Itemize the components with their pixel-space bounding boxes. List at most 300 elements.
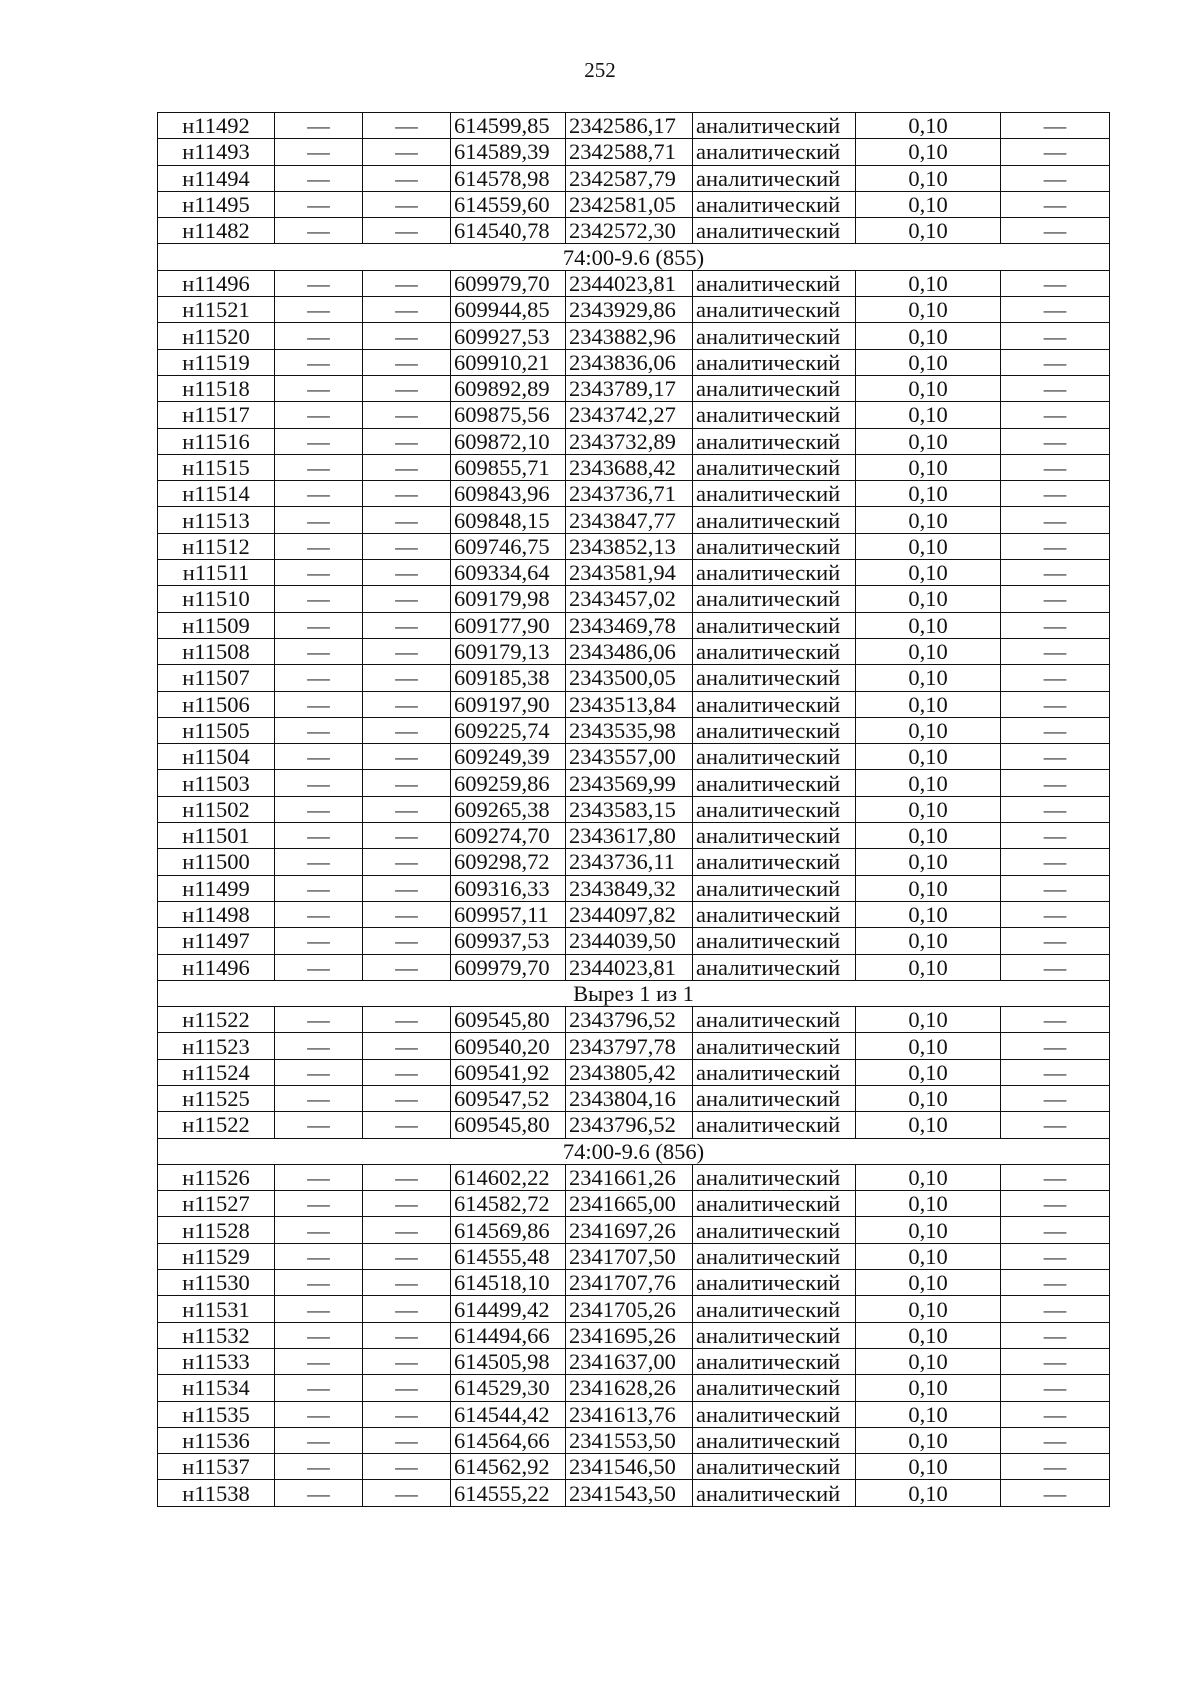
y-coordinate-cell: 2343736,71: [566, 481, 693, 507]
empty-dash-cell: —: [275, 638, 363, 664]
empty-dash-cell: —: [275, 270, 363, 296]
empty-dash-cell: —: [275, 744, 363, 770]
empty-dash-cell: —: [275, 428, 363, 454]
point-name-cell: н11495: [158, 191, 275, 217]
x-coordinate-cell: 609265,38: [451, 796, 566, 822]
table-row: [158, 1296, 1110, 1322]
table-row: [158, 1375, 1110, 1401]
method-cell: аналитический: [693, 744, 856, 770]
empty-dash-cell: —: [363, 901, 451, 927]
table-row: [158, 954, 1110, 980]
table-row: [158, 744, 1110, 770]
empty-dash-cell: —: [1001, 612, 1110, 638]
method-cell: аналитический: [693, 1112, 856, 1138]
accuracy-cell: 0,10: [856, 139, 1001, 165]
empty-dash-cell: —: [363, 375, 451, 401]
accuracy-cell: 0,10: [856, 1296, 1001, 1322]
accuracy-cell: 0,10: [856, 770, 1001, 796]
x-coordinate-cell: 609249,39: [451, 744, 566, 770]
empty-dash-cell: —: [363, 875, 451, 901]
table-row: [158, 901, 1110, 927]
point-name-cell: н11526: [158, 1164, 275, 1190]
method-cell: аналитический: [693, 901, 856, 927]
table-row: [158, 1322, 1110, 1348]
accuracy-cell: 0,10: [856, 665, 1001, 691]
accuracy-cell: 0,10: [856, 849, 1001, 875]
x-coordinate-cell: 614540,78: [451, 218, 566, 244]
x-coordinate-cell: 614564,66: [451, 1427, 566, 1453]
point-name-cell: н11496: [158, 954, 275, 980]
point-name-cell: н11482: [158, 218, 275, 244]
x-coordinate-cell: 609746,75: [451, 533, 566, 559]
x-coordinate-cell: 609892,89: [451, 375, 566, 401]
y-coordinate-cell: 2343789,17: [566, 375, 693, 401]
table-row: [158, 691, 1110, 717]
accuracy-cell: 0,10: [856, 191, 1001, 217]
empty-dash-cell: —: [1001, 901, 1110, 927]
empty-dash-cell: —: [1001, 691, 1110, 717]
point-name-cell: н11525: [158, 1085, 275, 1111]
x-coordinate-cell: 614529,30: [451, 1375, 566, 1401]
empty-dash-cell: —: [1001, 1480, 1110, 1506]
table-row: [158, 1033, 1110, 1059]
empty-dash-cell: —: [363, 1243, 451, 1269]
accuracy-cell: 0,10: [856, 507, 1001, 533]
empty-dash-cell: —: [1001, 1033, 1110, 1059]
method-cell: аналитический: [693, 507, 856, 533]
x-coordinate-cell: 614544,42: [451, 1401, 566, 1427]
table-row: [158, 297, 1110, 323]
empty-dash-cell: —: [275, 928, 363, 954]
y-coordinate-cell: 2343852,13: [566, 533, 693, 559]
method-cell: аналитический: [693, 717, 856, 743]
accuracy-cell: 0,10: [856, 586, 1001, 612]
empty-dash-cell: —: [363, 1401, 451, 1427]
point-name-cell: н11511: [158, 560, 275, 586]
empty-dash-cell: —: [1001, 533, 1110, 559]
accuracy-cell: 0,10: [856, 349, 1001, 375]
table-row: [158, 323, 1110, 349]
accuracy-cell: 0,10: [856, 691, 1001, 717]
method-cell: аналитический: [693, 1401, 856, 1427]
y-coordinate-cell: 2341546,50: [566, 1454, 693, 1480]
empty-dash-cell: —: [275, 612, 363, 638]
method-cell: аналитический: [693, 454, 856, 480]
y-coordinate-cell: 2341613,76: [566, 1401, 693, 1427]
table-row: [158, 139, 1110, 165]
empty-dash-cell: —: [363, 1112, 451, 1138]
empty-dash-cell: —: [363, 849, 451, 875]
empty-dash-cell: —: [1001, 1217, 1110, 1243]
empty-dash-cell: —: [1001, 1375, 1110, 1401]
empty-dash-cell: —: [363, 1217, 451, 1243]
method-cell: аналитический: [693, 1085, 856, 1111]
empty-dash-cell: —: [275, 1112, 363, 1138]
empty-dash-cell: —: [1001, 1085, 1110, 1111]
table-row: [158, 270, 1110, 296]
point-name-cell: н11498: [158, 901, 275, 927]
accuracy-cell: 0,10: [856, 375, 1001, 401]
y-coordinate-cell: 2341661,26: [566, 1164, 693, 1190]
section-title: 74:00-9.6 (856): [158, 1138, 1110, 1164]
empty-dash-cell: —: [275, 1270, 363, 1296]
y-coordinate-cell: 2343469,78: [566, 612, 693, 638]
empty-dash-cell: —: [363, 349, 451, 375]
method-cell: аналитический: [693, 1007, 856, 1033]
empty-dash-cell: —: [363, 323, 451, 349]
table-row: [158, 428, 1110, 454]
accuracy-cell: 0,10: [856, 796, 1001, 822]
coordinates-table: [157, 112, 1110, 1507]
accuracy-cell: 0,10: [856, 717, 1001, 743]
table-row: [158, 612, 1110, 638]
table-row: [158, 1007, 1110, 1033]
method-cell: аналитический: [693, 612, 856, 638]
empty-dash-cell: —: [363, 402, 451, 428]
table-row: [158, 586, 1110, 612]
point-name-cell: н11499: [158, 875, 275, 901]
accuracy-cell: 0,10: [856, 481, 1001, 507]
table-row: [158, 191, 1110, 217]
method-cell: аналитический: [693, 586, 856, 612]
empty-dash-cell: —: [363, 428, 451, 454]
point-name-cell: н11536: [158, 1427, 275, 1453]
empty-dash-cell: —: [363, 481, 451, 507]
empty-dash-cell: —: [275, 796, 363, 822]
table-row: [158, 928, 1110, 954]
accuracy-cell: 0,10: [856, 1427, 1001, 1453]
table-row: [158, 1112, 1110, 1138]
empty-dash-cell: —: [1001, 297, 1110, 323]
x-coordinate-cell: 614518,10: [451, 1270, 566, 1296]
method-cell: аналитический: [693, 1033, 856, 1059]
x-coordinate-cell: 614569,86: [451, 1217, 566, 1243]
empty-dash-cell: —: [363, 796, 451, 822]
table-row: [158, 638, 1110, 664]
x-coordinate-cell: 614599,85: [451, 113, 566, 139]
empty-dash-cell: —: [1001, 165, 1110, 191]
y-coordinate-cell: 2341628,26: [566, 1375, 693, 1401]
point-name-cell: н11507: [158, 665, 275, 691]
table-row: [158, 560, 1110, 586]
point-name-cell: н11537: [158, 1454, 275, 1480]
method-cell: аналитический: [693, 1427, 856, 1453]
point-name-cell: н11531: [158, 1296, 275, 1322]
section-header-row: [158, 980, 1110, 1006]
y-coordinate-cell: 2343688,42: [566, 454, 693, 480]
accuracy-cell: 0,10: [856, 218, 1001, 244]
accuracy-cell: 0,10: [856, 744, 1001, 770]
y-coordinate-cell: 2343732,89: [566, 428, 693, 454]
empty-dash-cell: —: [1001, 1348, 1110, 1374]
method-cell: аналитический: [693, 875, 856, 901]
empty-dash-cell: —: [363, 586, 451, 612]
x-coordinate-cell: 614582,72: [451, 1191, 566, 1217]
x-coordinate-cell: 609179,98: [451, 586, 566, 612]
point-name-cell: н11506: [158, 691, 275, 717]
x-coordinate-cell: 609177,90: [451, 612, 566, 638]
table-row: [158, 875, 1110, 901]
empty-dash-cell: —: [1001, 1454, 1110, 1480]
point-name-cell: н11504: [158, 744, 275, 770]
empty-dash-cell: —: [1001, 796, 1110, 822]
point-name-cell: н11523: [158, 1033, 275, 1059]
method-cell: аналитический: [693, 954, 856, 980]
point-name-cell: н11529: [158, 1243, 275, 1269]
y-coordinate-cell: 2342572,30: [566, 218, 693, 244]
x-coordinate-cell: 614555,48: [451, 1243, 566, 1269]
method-cell: аналитический: [693, 1217, 856, 1243]
empty-dash-cell: —: [363, 612, 451, 638]
point-name-cell: н11503: [158, 770, 275, 796]
empty-dash-cell: —: [1001, 823, 1110, 849]
empty-dash-cell: —: [1001, 218, 1110, 244]
point-name-cell: н11513: [158, 507, 275, 533]
x-coordinate-cell: 609316,33: [451, 875, 566, 901]
empty-dash-cell: —: [275, 507, 363, 533]
empty-dash-cell: —: [363, 665, 451, 691]
empty-dash-cell: —: [275, 402, 363, 428]
table-row: [158, 507, 1110, 533]
empty-dash-cell: —: [275, 875, 363, 901]
accuracy-cell: 0,10: [856, 823, 1001, 849]
empty-dash-cell: —: [363, 1322, 451, 1348]
accuracy-cell: 0,10: [856, 1348, 1001, 1374]
empty-dash-cell: —: [1001, 849, 1110, 875]
empty-dash-cell: —: [1001, 1007, 1110, 1033]
point-name-cell: н11516: [158, 428, 275, 454]
method-cell: аналитический: [693, 796, 856, 822]
empty-dash-cell: —: [363, 1033, 451, 1059]
y-coordinate-cell: 2343486,06: [566, 638, 693, 664]
accuracy-cell: 0,10: [856, 1059, 1001, 1085]
y-coordinate-cell: 2341697,26: [566, 1217, 693, 1243]
method-cell: аналитический: [693, 428, 856, 454]
accuracy-cell: 0,10: [856, 165, 1001, 191]
x-coordinate-cell: 609545,80: [451, 1007, 566, 1033]
empty-dash-cell: —: [275, 665, 363, 691]
empty-dash-cell: —: [275, 823, 363, 849]
y-coordinate-cell: 2344039,50: [566, 928, 693, 954]
empty-dash-cell: —: [275, 901, 363, 927]
y-coordinate-cell: 2343847,77: [566, 507, 693, 533]
x-coordinate-cell: 609910,21: [451, 349, 566, 375]
empty-dash-cell: —: [275, 375, 363, 401]
x-coordinate-cell: 609547,52: [451, 1085, 566, 1111]
point-name-cell: н11522: [158, 1007, 275, 1033]
section-title: 74:00-9.6 (855): [158, 244, 1110, 270]
x-coordinate-cell: 609872,10: [451, 428, 566, 454]
accuracy-cell: 0,10: [856, 875, 1001, 901]
y-coordinate-cell: 2343535,98: [566, 717, 693, 743]
y-coordinate-cell: 2343849,32: [566, 875, 693, 901]
x-coordinate-cell: 609545,80: [451, 1112, 566, 1138]
point-name-cell: н11517: [158, 402, 275, 428]
empty-dash-cell: —: [275, 113, 363, 139]
accuracy-cell: 0,10: [856, 1270, 1001, 1296]
empty-dash-cell: —: [1001, 1164, 1110, 1190]
point-name-cell: н11533: [158, 1348, 275, 1374]
point-name-cell: н11522: [158, 1112, 275, 1138]
x-coordinate-cell: 609875,56: [451, 402, 566, 428]
empty-dash-cell: —: [363, 770, 451, 796]
empty-dash-cell: —: [1001, 113, 1110, 139]
point-name-cell: н11524: [158, 1059, 275, 1085]
method-cell: аналитический: [693, 1270, 856, 1296]
point-name-cell: н11538: [158, 1480, 275, 1506]
empty-dash-cell: —: [1001, 638, 1110, 664]
point-name-cell: н11510: [158, 586, 275, 612]
accuracy-cell: 0,10: [856, 1322, 1001, 1348]
point-name-cell: н11493: [158, 139, 275, 165]
empty-dash-cell: —: [275, 191, 363, 217]
x-coordinate-cell: 609334,64: [451, 560, 566, 586]
table-row: [158, 849, 1110, 875]
empty-dash-cell: —: [1001, 375, 1110, 401]
empty-dash-cell: —: [275, 1085, 363, 1111]
empty-dash-cell: —: [1001, 270, 1110, 296]
table-row: [158, 1348, 1110, 1374]
table-row: [158, 665, 1110, 691]
accuracy-cell: 0,10: [856, 454, 1001, 480]
empty-dash-cell: —: [363, 823, 451, 849]
y-coordinate-cell: 2341695,26: [566, 1322, 693, 1348]
empty-dash-cell: —: [275, 139, 363, 165]
accuracy-cell: 0,10: [856, 428, 1001, 454]
method-cell: аналитический: [693, 1059, 856, 1085]
x-coordinate-cell: 609298,72: [451, 849, 566, 875]
empty-dash-cell: —: [275, 297, 363, 323]
x-coordinate-cell: 609843,96: [451, 481, 566, 507]
method-cell: аналитический: [693, 1191, 856, 1217]
y-coordinate-cell: 2341665,00: [566, 1191, 693, 1217]
y-coordinate-cell: 2342581,05: [566, 191, 693, 217]
method-cell: аналитический: [693, 1296, 856, 1322]
method-cell: аналитический: [693, 1454, 856, 1480]
table-row: [158, 1085, 1110, 1111]
x-coordinate-cell: 614578,98: [451, 165, 566, 191]
point-name-cell: н11519: [158, 349, 275, 375]
accuracy-cell: 0,10: [856, 1480, 1001, 1506]
empty-dash-cell: —: [275, 1243, 363, 1269]
method-cell: аналитический: [693, 139, 856, 165]
accuracy-cell: 0,10: [856, 1191, 1001, 1217]
empty-dash-cell: —: [275, 323, 363, 349]
empty-dash-cell: —: [275, 1007, 363, 1033]
y-coordinate-cell: 2343736,11: [566, 849, 693, 875]
accuracy-cell: 0,10: [856, 901, 1001, 927]
point-name-cell: н11530: [158, 1270, 275, 1296]
x-coordinate-cell: 609541,92: [451, 1059, 566, 1085]
empty-dash-cell: —: [275, 481, 363, 507]
method-cell: аналитический: [693, 560, 856, 586]
empty-dash-cell: —: [275, 533, 363, 559]
x-coordinate-cell: 609540,20: [451, 1033, 566, 1059]
method-cell: аналитический: [693, 402, 856, 428]
empty-dash-cell: —: [275, 1348, 363, 1374]
method-cell: аналитический: [693, 349, 856, 375]
empty-dash-cell: —: [1001, 507, 1110, 533]
accuracy-cell: 0,10: [856, 638, 1001, 664]
accuracy-cell: 0,10: [856, 270, 1001, 296]
method-cell: аналитический: [693, 1375, 856, 1401]
empty-dash-cell: —: [363, 139, 451, 165]
empty-dash-cell: —: [275, 1322, 363, 1348]
table-row: [158, 796, 1110, 822]
y-coordinate-cell: 2341553,50: [566, 1427, 693, 1453]
empty-dash-cell: —: [275, 954, 363, 980]
empty-dash-cell: —: [1001, 1270, 1110, 1296]
method-cell: аналитический: [693, 770, 856, 796]
accuracy-cell: 0,10: [856, 1401, 1001, 1427]
y-coordinate-cell: 2343617,80: [566, 823, 693, 849]
method-cell: аналитический: [693, 638, 856, 664]
empty-dash-cell: —: [1001, 428, 1110, 454]
table-row: [158, 402, 1110, 428]
point-name-cell: н11505: [158, 717, 275, 743]
table-row: [158, 717, 1110, 743]
empty-dash-cell: —: [275, 218, 363, 244]
accuracy-cell: 0,10: [856, 533, 1001, 559]
table-row: [158, 218, 1110, 244]
section-header-row: [158, 244, 1110, 270]
x-coordinate-cell: 609979,70: [451, 270, 566, 296]
empty-dash-cell: —: [363, 928, 451, 954]
table-row: [158, 481, 1110, 507]
x-coordinate-cell: 614499,42: [451, 1296, 566, 1322]
accuracy-cell: 0,10: [856, 113, 1001, 139]
x-coordinate-cell: 614602,22: [451, 1164, 566, 1190]
method-cell: аналитический: [693, 1164, 856, 1190]
empty-dash-cell: —: [275, 1401, 363, 1427]
empty-dash-cell: —: [1001, 770, 1110, 796]
empty-dash-cell: —: [275, 454, 363, 480]
empty-dash-cell: —: [363, 1191, 451, 1217]
y-coordinate-cell: 2344023,81: [566, 954, 693, 980]
method-cell: аналитический: [693, 1348, 856, 1374]
y-coordinate-cell: 2344023,81: [566, 270, 693, 296]
y-coordinate-cell: 2343557,00: [566, 744, 693, 770]
y-coordinate-cell: 2343797,78: [566, 1033, 693, 1059]
x-coordinate-cell: 609944,85: [451, 297, 566, 323]
point-name-cell: н11501: [158, 823, 275, 849]
y-coordinate-cell: 2343929,86: [566, 297, 693, 323]
empty-dash-cell: —: [363, 1454, 451, 1480]
x-coordinate-cell: 609937,53: [451, 928, 566, 954]
y-coordinate-cell: 2343882,96: [566, 323, 693, 349]
empty-dash-cell: —: [363, 638, 451, 664]
section-header-row: [158, 1138, 1110, 1164]
empty-dash-cell: —: [1001, 1296, 1110, 1322]
point-name-cell: н11521: [158, 297, 275, 323]
empty-dash-cell: —: [275, 770, 363, 796]
x-coordinate-cell: 609848,15: [451, 507, 566, 533]
point-name-cell: н11527: [158, 1191, 275, 1217]
point-name-cell: н11528: [158, 1217, 275, 1243]
x-coordinate-cell: 609179,13: [451, 638, 566, 664]
accuracy-cell: 0,10: [856, 1164, 1001, 1190]
empty-dash-cell: —: [275, 691, 363, 717]
method-cell: аналитический: [693, 1322, 856, 1348]
accuracy-cell: 0,10: [856, 1112, 1001, 1138]
empty-dash-cell: —: [363, 717, 451, 743]
point-name-cell: н11502: [158, 796, 275, 822]
accuracy-cell: 0,10: [856, 954, 1001, 980]
y-coordinate-cell: 2343836,06: [566, 349, 693, 375]
table-row: [158, 454, 1110, 480]
empty-dash-cell: —: [275, 1059, 363, 1085]
empty-dash-cell: —: [1001, 349, 1110, 375]
